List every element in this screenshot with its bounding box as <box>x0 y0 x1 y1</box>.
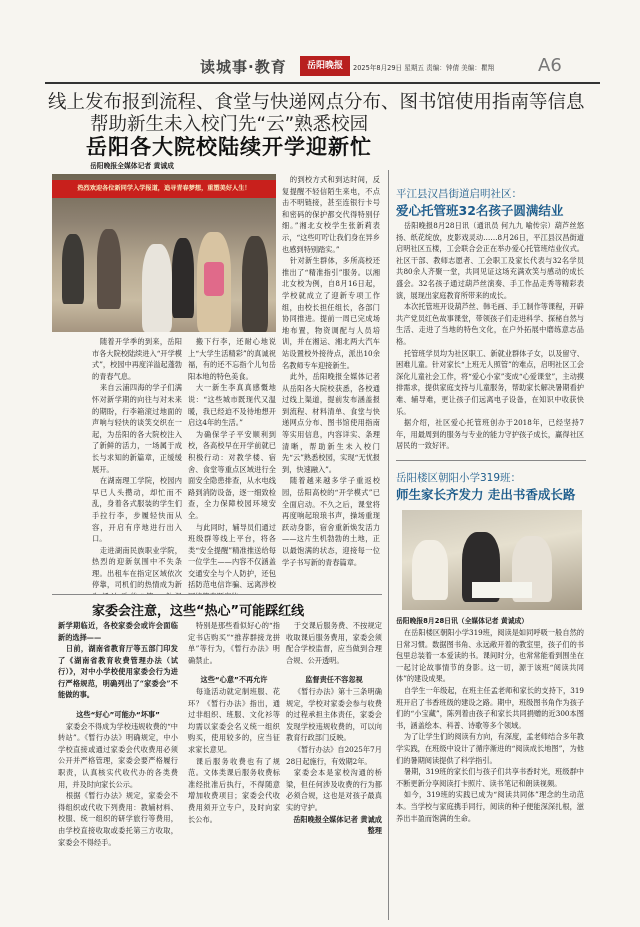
page-number: A6 <box>538 55 562 76</box>
paragraph: 为确保学子平安顺利到校，各高校早在开学前就已积极行动：对教学楼、宿舍、食堂等重点区域进行全面安全隐患排查，从水电线路到消防设备，逐一细致检查，全力保障校园环境安全。 <box>188 429 276 520</box>
bottom-col-1 <box>58 643 178 907</box>
paragraph: 日前，湖南省教育厅等五部门印发了《湖南省教育收费管理办法（试行）》，对中小学校使用家委会行为进行严格规范，明确列出了“家委会”不能做的事。 <box>58 644 178 700</box>
bottom-lead: 新学期临近，各校家委会或许会面临新的选择—— <box>58 621 178 642</box>
main-col-1 <box>92 336 182 594</box>
paragraph: 针对新生群体，多所高校还推出了“精准指引”服务。以湘北女校为例，自8月16日起，学校就成立了迎新专项工作组，由校长担任组长，各部门协同推进。提前一周已完成场地布置，物资调配与人员培训，并在湘运、湘北两大汽车站设置校外接待点，派出10余名教师专车迎接新生。 <box>282 256 380 370</box>
photo-book <box>472 582 532 598</box>
paragraph: 暑期，319班的家长们与孩子们共享书香时光，班级群中不断更新分享阅读打卡照片、读书笔记和朗读视频。 <box>396 767 584 788</box>
paragraph: 如今，319班的实践已成为“阅读共同体”理念的生动范本。当学校与家庭携手同行，阅读的种子便能深深扎根，滋养出丰盈而饱满的生命。 <box>396 790 584 823</box>
paragraph: 根据《暂行办法》规定，家委会不得组织或代收下列费用：教辅材料、校服、统一组织的研学旅行等费用，由学校直接收取或委托第三方收取，家委会不得经手。 <box>58 791 178 847</box>
side2-headline: 师生家长齐发力 走出书香成长路 <box>396 487 576 502</box>
side2-byline: 岳阳晚报8月28日讯（全媒体记者 黄诚成） <box>396 617 529 625</box>
side1-body <box>396 220 584 456</box>
side1-headline: 爱心托管班32名孩子圆满结业 <box>396 203 564 218</box>
section-divider <box>396 460 586 461</box>
bottom-subhead: 监督责任不容忽视 <box>305 675 363 685</box>
main-headline: 岳阳各大院校陆续开学迎新忙 <box>86 135 372 159</box>
paragraph: 在岳阳楼区朝阳小学319班，阅读是如同呼吸一般自然的日常习惯。数据图书角、永远敞开着的教室里，孩子们的书包里总装着一本爱读的书。课间时分，也常常能看到围坐在一起讨论故事情节的身影。这一切，源于该班“阅读共同体”的建设成果。 <box>396 628 584 684</box>
photo-backpack <box>204 262 224 296</box>
paragraph: 大一新生李真真感慨地说：“这些城市既现代又温暖，我已经迫不及待地想开启这4年的生活。” <box>188 383 276 428</box>
paragraph: 的到校方式和到达时间，反复提醒不轻信陌生来电，不点击不明链接，甚至连银行卡号和密码的保护都交代得特别仔细。”湘北女校学生张新莉表示，“这些叮咛让我们身在异乡也感到特别踏实。” <box>282 175 380 254</box>
paragraph: 来自云浦四海的学子们满怀对新学期的向往与对未来的期盼，行李箱滚过地面的声响与轻快的谈笑交织在一起，为岳阳的各大院校注入了新鲜的活力，一场属于成长与求知的新篇章，正缓缓展开。 <box>92 383 182 474</box>
main-kicker-line1: 线上发布报到流程、食堂与快递网点分布、图书馆使用指南等信息 <box>48 92 585 113</box>
paragraph: 托管班学员均为社区职工、新就业群体子女，以及留守、困难儿童。针对家长“上班无人照管”的难点，启明社区工会深化儿童社会工作，将“爱心小家”变成“心爱课堂”，主动摸排需求，提供家庭支持与儿童服务，帮助家长解决暑期看护难、辅导难，更让孩子们远离电子设备，在知识中收获快乐。 <box>396 348 584 416</box>
paragraph: 与此同时，辅导员们通过班级群等线上平台，将各类“安全提醒”精准推送给每一位学生——内容不仅涵盖交通安全与个人防护，还包括防范电信诈骗、远离涉校 <box>188 522 276 590</box>
paragraph: 据介绍，社区爱心托管班创办于2018年，已经坚持7年，用最周到的服务与专业的能力守护孩子成长，赢得社区居民的一致好评。 <box>396 418 584 451</box>
paragraph: 每逢活动就定制班服、花环？《暂行办法》指出，通过非组织、班服、文化衫等均需以家委会名义统一组织购买，使用较多的，应当征求家长意见。 <box>188 686 280 754</box>
paragraph: 随着越来越多学子重返校园，岳阳高校的“开学模式”已全面启动。不久之后，课堂将再度响起琅琅书声，操场重现跃动身影，宿舍重新焕发活力——这片生机勃勃的土地，正以最饱满的状态，迎接每一位学子书写新的青春篇章。 <box>282 476 380 567</box>
section-name: 读城事·教育 <box>200 58 287 76</box>
paragraph: 为了让学生们的阅读有方向，有深度，孟老师结合多年教学实践，在班级中设计了循序渐进的“阅读成长地图”，为他们的暑期阅读提供了科学指引。 <box>396 732 584 765</box>
bottom-col-2 <box>188 620 280 916</box>
paragraph: 于交课后服务费、不按规定收取课后服务费用，家委会须配合学校监督，应当做到合理合规、公开透明。 <box>286 621 382 665</box>
photo-figure <box>242 236 268 332</box>
photo-figure <box>142 244 172 332</box>
paragraph: 搬下行李，还耐心地说上“大学生活精彩”的真诚祝福，有的还不忘指个儿句岳阳本地的特色美食。 <box>188 337 276 381</box>
bottom-subhead: 这些“好心”可能办“坏事” <box>76 709 160 719</box>
students-reading-photo <box>402 510 582 610</box>
bottom-subhead: 这些“心意”不再允许 <box>200 675 268 685</box>
photo-figure <box>412 540 448 600</box>
side2-kicker: 岳阳楼区朝阳小学319班： <box>396 472 522 484</box>
column-divider <box>388 170 389 920</box>
section-divider <box>52 594 382 595</box>
header-rule <box>45 82 600 84</box>
main-col-2 <box>188 336 276 594</box>
paragraph: 岳阳晚报8月28日讯（通讯员 何九九 喻传宗）葫芦丝悠扬、纸花绽放，皮影戏灵动……8月26日，平江县汉昌街道启明社区五楼，工会联合会正在举办爱心托管班结业仪式。社区干部、教师志愿者、工会职工及家长代表与32名学员共80余人齐聚一堂，共同见证这场充满欢笑与感动的成长盛会。32名孩子通过葫芦丝演奏、手工作品走秀等精彩表演，展现出家庭教育所带来的成长。 <box>396 221 584 300</box>
bottom-col-3 <box>286 620 382 916</box>
paragraph: 自学生一年级起，在班主任孟老师和家长的支持下，319班开启了书香班级的建设之路。期中，班级图书角作为孩子们的“小宝藏”，陈列着由孩子和家长共同捐赠的近300本图书，涵盖绘本、科普、诗歌等多个领域。 <box>396 685 584 730</box>
photo-figure <box>172 238 194 318</box>
paragraph: 《暂行办法》自2025年7月28日起施行，有效期2年。 <box>286 744 382 766</box>
paragraph: 本次托管班开设葫芦丝、韩毛画、手工制作等课程，开辟共产党员红色故事课堂，带领孩子们走进科学、探秘自然与生活、走进了当地的特色文化，在户外拓展中磨练意志品格。 <box>396 302 584 346</box>
paragraph: 随着开学季的到来，岳阳市各大院校陆续进入“开学模式”，校园中再度洋溢起蓬勃的青春气息。 <box>92 337 182 381</box>
paragraph: 在湖南理工学院，校园内早已人头攒动，却忙而不乱，身着各式服装的学生们手拉行李，步履轻快而从容，开启有序地进行出入口。 <box>92 476 182 544</box>
main-kicker-line2: 帮助新生未入校门先“云”熟悉校园 <box>90 114 369 135</box>
paragraph: 课后服务收费也有了规范。文体类课后服务收费标准经批准后执行，不得随意增加收费项目；家委会代收费用须开立专户，及时向家长公布。 <box>188 756 280 824</box>
bottom-lead-box <box>58 620 178 643</box>
photo-figure <box>97 229 121 309</box>
side2-body <box>396 627 584 917</box>
main-col-3 <box>282 174 380 594</box>
photo-figure <box>62 234 84 304</box>
paragraph: 《暂行办法》第十三条明确规定，学校对家委会参与收费的过程承担主体责任，家委会发现学校违规收费的，可以向教育行政部门反映。 <box>286 686 382 743</box>
paragraph: 此外，岳阳晚报全媒体记者从岳阳各大院校获悉，各校通过线上渠道，提前发布涵盖报到流程、材料清单、食堂与快递网点分布、图书馆使用指南等实用信息，内容详实、条理清晰，帮助新生未入校门先“云”熟悉校园，实现“无忧报到，快速融入”。 <box>282 372 380 474</box>
paragraph: 家委会不得成为学校违规收费的“中转站”。《暂行办法》明确规定，中小学校直接或通过家委会代收费用必须公开并严格管理，家委会要严格履行职责，认真核实代收代办的各类费用，并及时向家长公示。 <box>58 721 178 789</box>
photo-welcome-banner: 热烈欢迎各位新同学入学报道，追寻青春梦想，重塑美好人生！ <box>52 180 276 198</box>
side1-kicker: 平江县汉昌街道启明社区： <box>396 188 522 200</box>
campus-welcome-photo <box>52 174 276 332</box>
paragraph: 家委会本是家校沟通的桥梁，但任何涉及收费的行为都必须合规，这也是对孩子最真实的守护。 <box>286 768 382 812</box>
date-line: 2025年8月29日 星期五 责编：钟倩 美编：瞿翔 <box>353 64 495 72</box>
paragraph: 特别是那些看似好心的“指定书店购买”“推荐群接龙拼单”等行为，《暂行办法》明确禁止。 <box>188 621 280 665</box>
paragraph: 走进湖南民族职业学院，热烈的迎新氛围中不失条理。出租车在指定区域依次停靠，司机们的热情成为新 <box>92 545 182 590</box>
paper-logo: 岳阳晚报 <box>300 56 350 76</box>
bottom-credit: 岳阳晚报全媒体记者 黄诚成 整理 <box>293 814 382 836</box>
bottom-headline: 家委会注意，这些“热心”可能踩红线 <box>92 604 305 619</box>
main-byline: 岳阳晚报全媒体记者 黄诚成 <box>90 162 174 170</box>
